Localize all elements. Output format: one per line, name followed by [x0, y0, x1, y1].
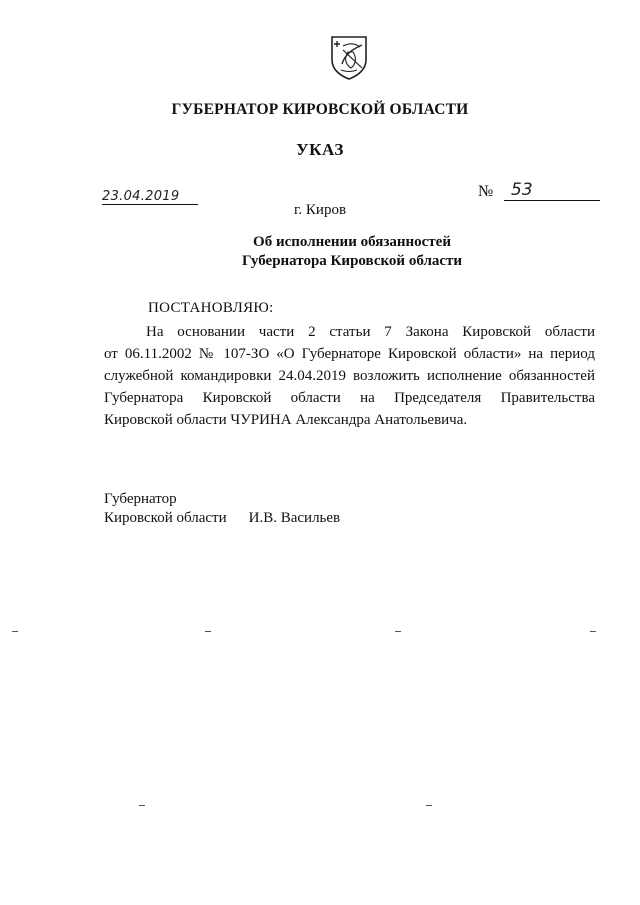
body-line: Губернатора Кировской области на Председателя Правительства [104, 390, 595, 406]
signatory-title-line-1: Губернатор [104, 491, 177, 507]
body-line: Кировской области ЧУРИНА Александра Анатольевича. [104, 412, 468, 428]
place-of-issue: г. Киров [293, 202, 347, 218]
scan-artifact [426, 805, 432, 806]
number-sign: № [478, 183, 494, 200]
subject-line-2: Губернатора Кировской области [241, 253, 463, 269]
scan-artifact [590, 631, 596, 632]
issuing-authority: ГУБЕРНАТОР КИРОВСКОЙ ОБЛАСТИ [171, 101, 469, 118]
number-field [478, 180, 600, 202]
document-subject [0, 233, 640, 271]
scan-artifact [139, 805, 145, 806]
document-type: УКАЗ [296, 140, 344, 159]
date-value: 23.04.2019 [102, 189, 180, 204]
scan-artifact [395, 631, 401, 632]
subject-line-1: Об исполнении обязанностей [253, 234, 451, 250]
scan-artifact [12, 631, 18, 632]
signatory-name: И.В. Васильев [248, 510, 341, 526]
number-underline [504, 180, 600, 201]
signatory-title-line-2: Кировской области [104, 510, 227, 526]
decree-body [104, 321, 595, 431]
body-line: от 06.11.2002 № 107-ЗО «О Губернаторе Кировской области» на период [104, 346, 595, 362]
body-line: На основании части 2 статьи 7 Закона Кировской области [146, 324, 595, 340]
coat-of-arms-icon [329, 34, 369, 80]
number-value: 53 [511, 180, 533, 200]
decree-word: ПОСТАНОВЛЯЮ: [148, 300, 274, 316]
signature-block [104, 490, 340, 528]
scan-artifact [205, 631, 211, 632]
body-line: служебной командировки 24.04.2019 возложить исполнение обязанностей [104, 368, 595, 384]
